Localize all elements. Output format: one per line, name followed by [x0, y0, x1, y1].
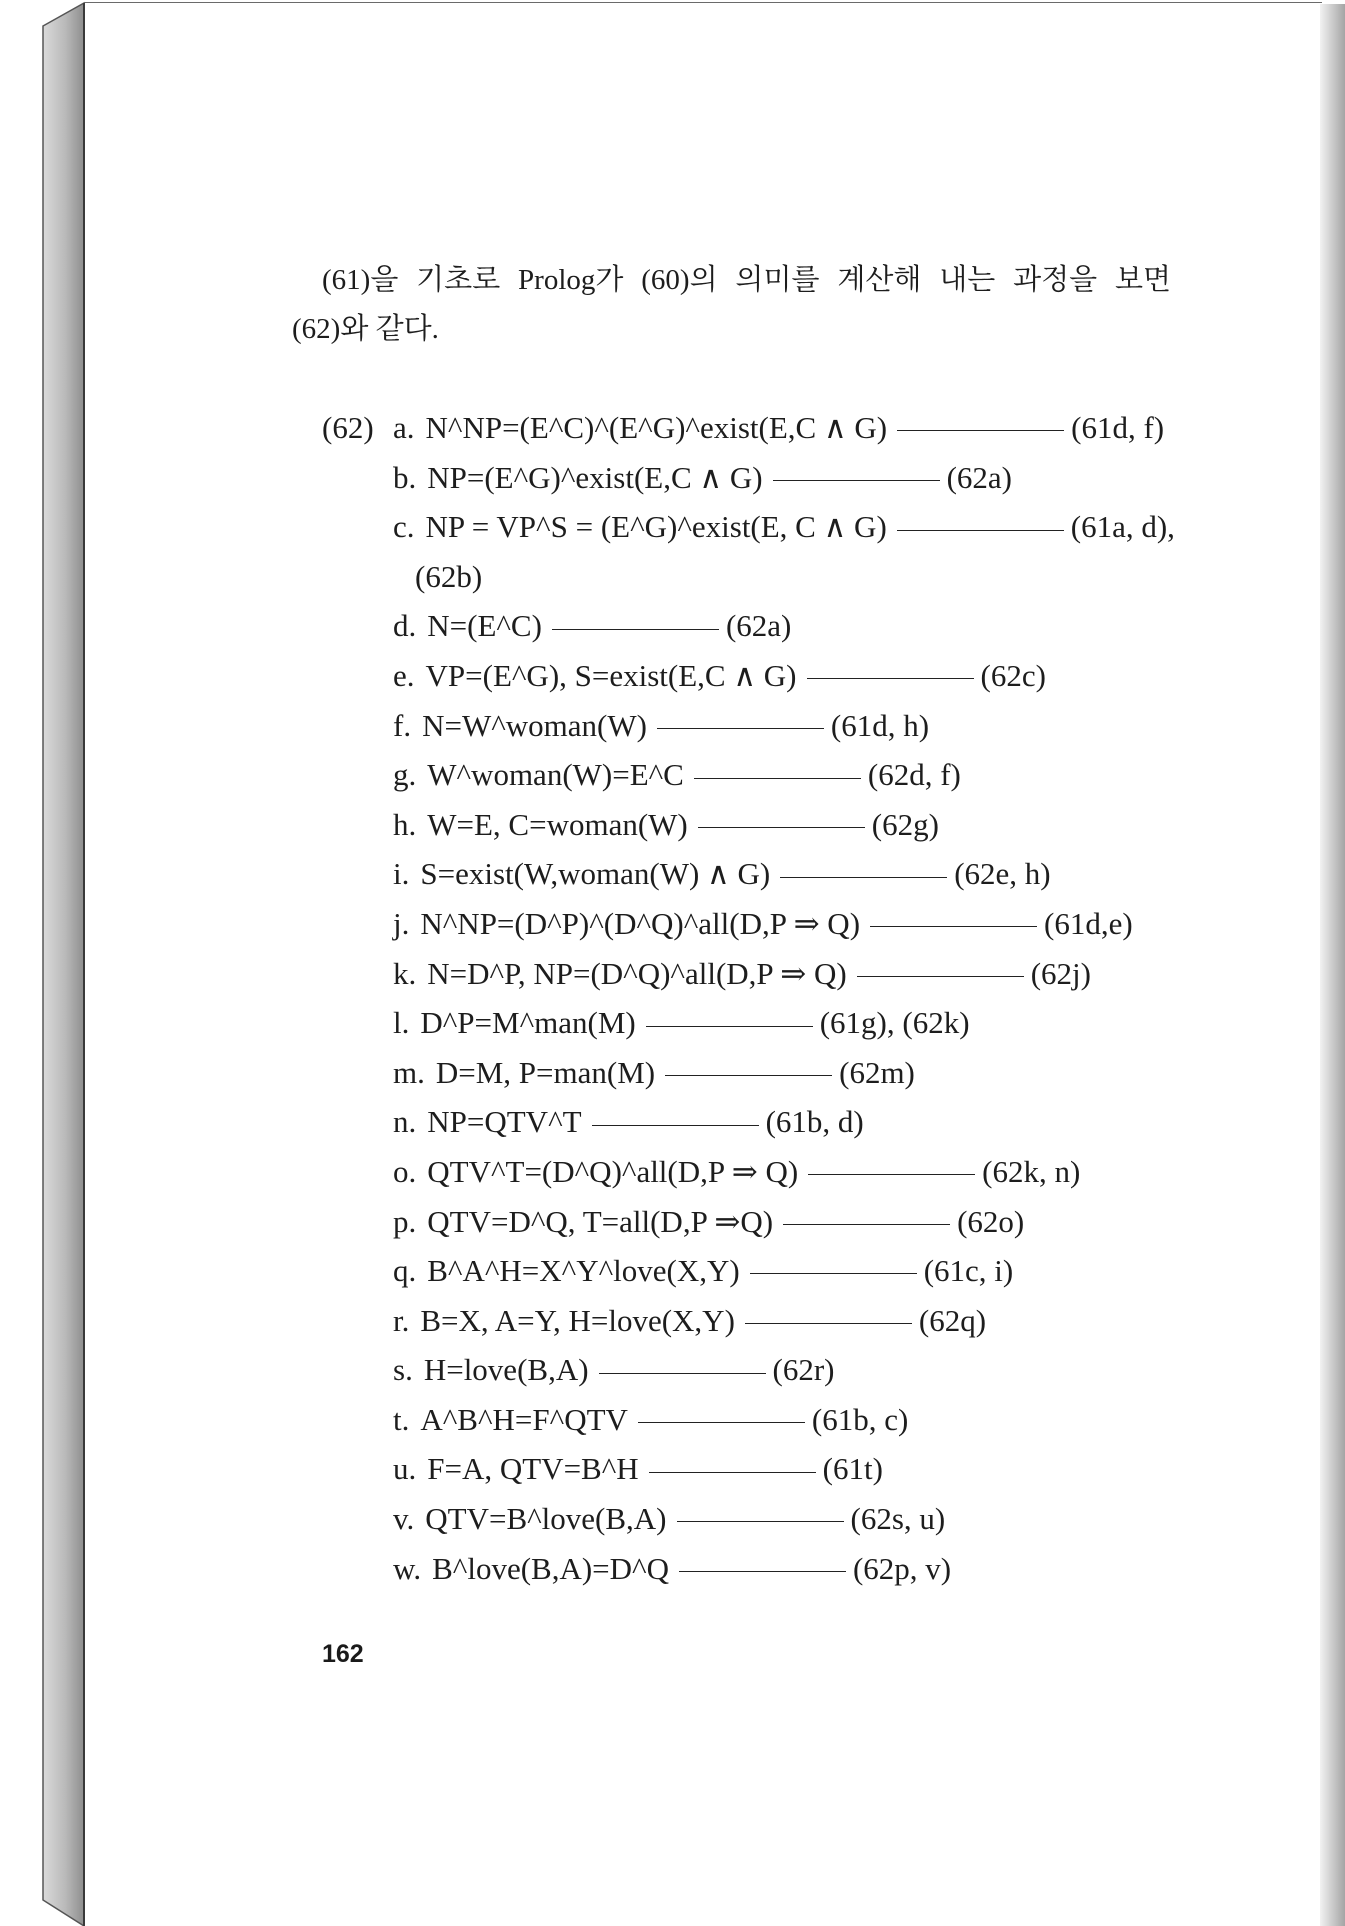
leader-line [780, 877, 947, 878]
item-reference: (62q) [918, 1302, 987, 1338]
example-item [393, 403, 1175, 453]
leader-line [638, 1422, 805, 1423]
leader-line [677, 1521, 844, 1522]
item-reference: (61b, c) [811, 1401, 909, 1437]
item-reference: (62j) [1030, 955, 1091, 991]
leader-line [857, 976, 1024, 977]
page-number: 162 [322, 1640, 364, 1668]
example-item [393, 1246, 1175, 1296]
item-reference: (62g) [871, 806, 939, 842]
item-formula: QTV=D^Q, T=all(D,P ⇒Q) [427, 1203, 774, 1239]
item-label: l. [393, 1005, 410, 1041]
item-label: a. [393, 410, 415, 445]
item-reference: (61b, d) [765, 1104, 864, 1140]
item-formula: N^NP=(D^P)^(D^Q)^all(D,P ⇒ Q) [420, 905, 861, 941]
leader-line [698, 827, 865, 828]
leader-line [773, 480, 940, 481]
example-item [393, 1197, 1175, 1247]
item-label: k. [393, 955, 417, 991]
item-formula: N=D^P, NP=(D^Q)^all(D,P ⇒ Q) [427, 955, 847, 991]
example-item [393, 1444, 1175, 1494]
example-item-list [393, 403, 1175, 1593]
item-label: w. [393, 1550, 422, 1586]
example-item [393, 949, 1175, 999]
leader-line [745, 1323, 912, 1324]
leader-line [897, 530, 1064, 531]
example-item [393, 1048, 1175, 1098]
item-label: p. [393, 1203, 417, 1239]
item-formula: N=(E^C) [427, 608, 542, 644]
item-label: j. [393, 905, 410, 941]
item-formula: VP=(E^G), S=exist(E,C ∧ G) [425, 657, 797, 693]
item-reference: (62e, h) [954, 856, 1051, 892]
example-item [393, 1296, 1175, 1346]
item-formula: NP=(E^G)^exist(E,C ∧ G) [427, 459, 763, 495]
item-formula: D^P=M^man(M) [420, 1005, 636, 1041]
page-right-edge-shadow [1320, 4, 1345, 1926]
item-label: c. [393, 509, 415, 545]
item-label: s. [393, 1352, 413, 1388]
leader-line [592, 1125, 759, 1126]
item-reference: (62a) [946, 459, 1012, 495]
item-reference: (62m) [839, 1054, 915, 1090]
item-reference: (62a) [725, 608, 792, 644]
leader-line [679, 1571, 846, 1572]
item-formula: N=W^woman(W) [422, 707, 647, 743]
item-reference: (61t) [822, 1451, 883, 1487]
item-formula: B=X, A=Y, H=love(X,Y) [420, 1302, 735, 1338]
leader-line [870, 926, 1037, 927]
leader-line [599, 1373, 766, 1374]
item-label: u. [393, 1451, 417, 1487]
item-reference: (62p, v) [852, 1550, 952, 1586]
item-reference: (61g), (62k) [819, 1005, 970, 1041]
item-reference: (62k, n) [982, 1153, 1081, 1189]
item-reference: (62c) [980, 657, 1046, 693]
example-item [393, 1544, 1175, 1594]
item-label: q. [393, 1253, 417, 1289]
item-label: o. [393, 1153, 417, 1189]
spine-shape [43, 3, 84, 1926]
item-label: b. [393, 459, 417, 495]
leader-line [807, 678, 974, 679]
item-formula: A^B^H=F^QTV [420, 1401, 628, 1437]
item-label: i. [393, 856, 410, 892]
book-spine-edge [0, 0, 90, 1926]
item-reference-continued: (62b) [415, 558, 483, 594]
example-item [393, 701, 1175, 751]
item-label: t. [393, 1401, 410, 1437]
item-formula: W=E, C=woman(W) [427, 806, 688, 842]
example-item [393, 651, 1175, 701]
leader-line [552, 629, 719, 630]
item-reference: (62s, u) [850, 1501, 946, 1537]
item-reference: (62d, f) [867, 757, 961, 793]
item-formula: F=A, QTV=B^H [427, 1451, 639, 1487]
example-item [393, 998, 1175, 1048]
item-formula: W^woman(W)=E^C [427, 757, 684, 793]
item-formula: N^NP=(E^C)^(E^G)^exist(E,C ∧ G) [425, 410, 888, 445]
item-label: d. [393, 608, 417, 644]
leader-line [808, 1174, 975, 1175]
item-label: h. [393, 806, 417, 842]
item-label: f. [393, 707, 412, 743]
item-label: g. [393, 757, 417, 793]
page-top-edge [84, 2, 1322, 3]
item-formula: QTV=B^love(B,A) [425, 1501, 667, 1537]
item-reference: (62o) [957, 1203, 1025, 1239]
item-reference: (61a, d), [1070, 509, 1175, 545]
example-item [393, 1494, 1175, 1544]
leader-line [694, 778, 861, 779]
item-reference: (61d,e) [1044, 905, 1133, 941]
item-formula: H=love(B,A) [423, 1352, 589, 1388]
example-item [393, 1395, 1175, 1445]
item-label: v. [393, 1501, 415, 1537]
body-text-line: (61)을 기초로 Prolog가 (60)의 의미를 계산해 내는 과정을 보면 [322, 264, 1171, 296]
example-item [393, 899, 1175, 949]
example-item [393, 1345, 1175, 1395]
item-formula: NP=QTV^T [427, 1104, 582, 1140]
item-reference: (61c, i) [923, 1253, 1014, 1289]
example-item [393, 1147, 1175, 1197]
item-label: m. [393, 1054, 425, 1090]
example-item [393, 453, 1175, 503]
item-label: n. [393, 1104, 417, 1140]
body-text-line: (62)와 같다. [292, 313, 439, 345]
example-item [393, 750, 1175, 800]
item-formula: NP = VP^S = (E^G)^exist(E, C ∧ G) [425, 509, 887, 545]
item-formula: S=exist(W,woman(W) ∧ G) [420, 856, 771, 892]
item-formula: D=M, P=man(M) [435, 1054, 656, 1090]
item-reference: (61d, f) [1071, 410, 1165, 445]
leader-line [657, 728, 824, 729]
leader-line [646, 1026, 813, 1027]
leader-line [783, 1224, 950, 1225]
leader-line [649, 1472, 816, 1473]
leader-line [897, 430, 1064, 431]
item-label: r. [393, 1302, 410, 1338]
example-item [393, 800, 1175, 850]
example-number: (62) [322, 410, 374, 445]
item-formula: B^love(B,A)=D^Q [432, 1550, 669, 1586]
item-formula: QTV^T=(D^Q)^all(D,P ⇒ Q) [427, 1153, 799, 1189]
example-item [393, 601, 1175, 651]
example-item [393, 849, 1175, 899]
example-item [393, 1097, 1175, 1147]
item-formula: B^A^H=X^Y^love(X,Y) [427, 1253, 740, 1289]
leader-line [665, 1075, 832, 1076]
item-label: e. [393, 657, 415, 693]
leader-line [750, 1273, 917, 1274]
item-reference: (61d, h) [830, 707, 930, 743]
example-item [393, 502, 1175, 552]
example-item-continuation [393, 552, 1175, 602]
item-reference: (62r) [772, 1352, 835, 1388]
